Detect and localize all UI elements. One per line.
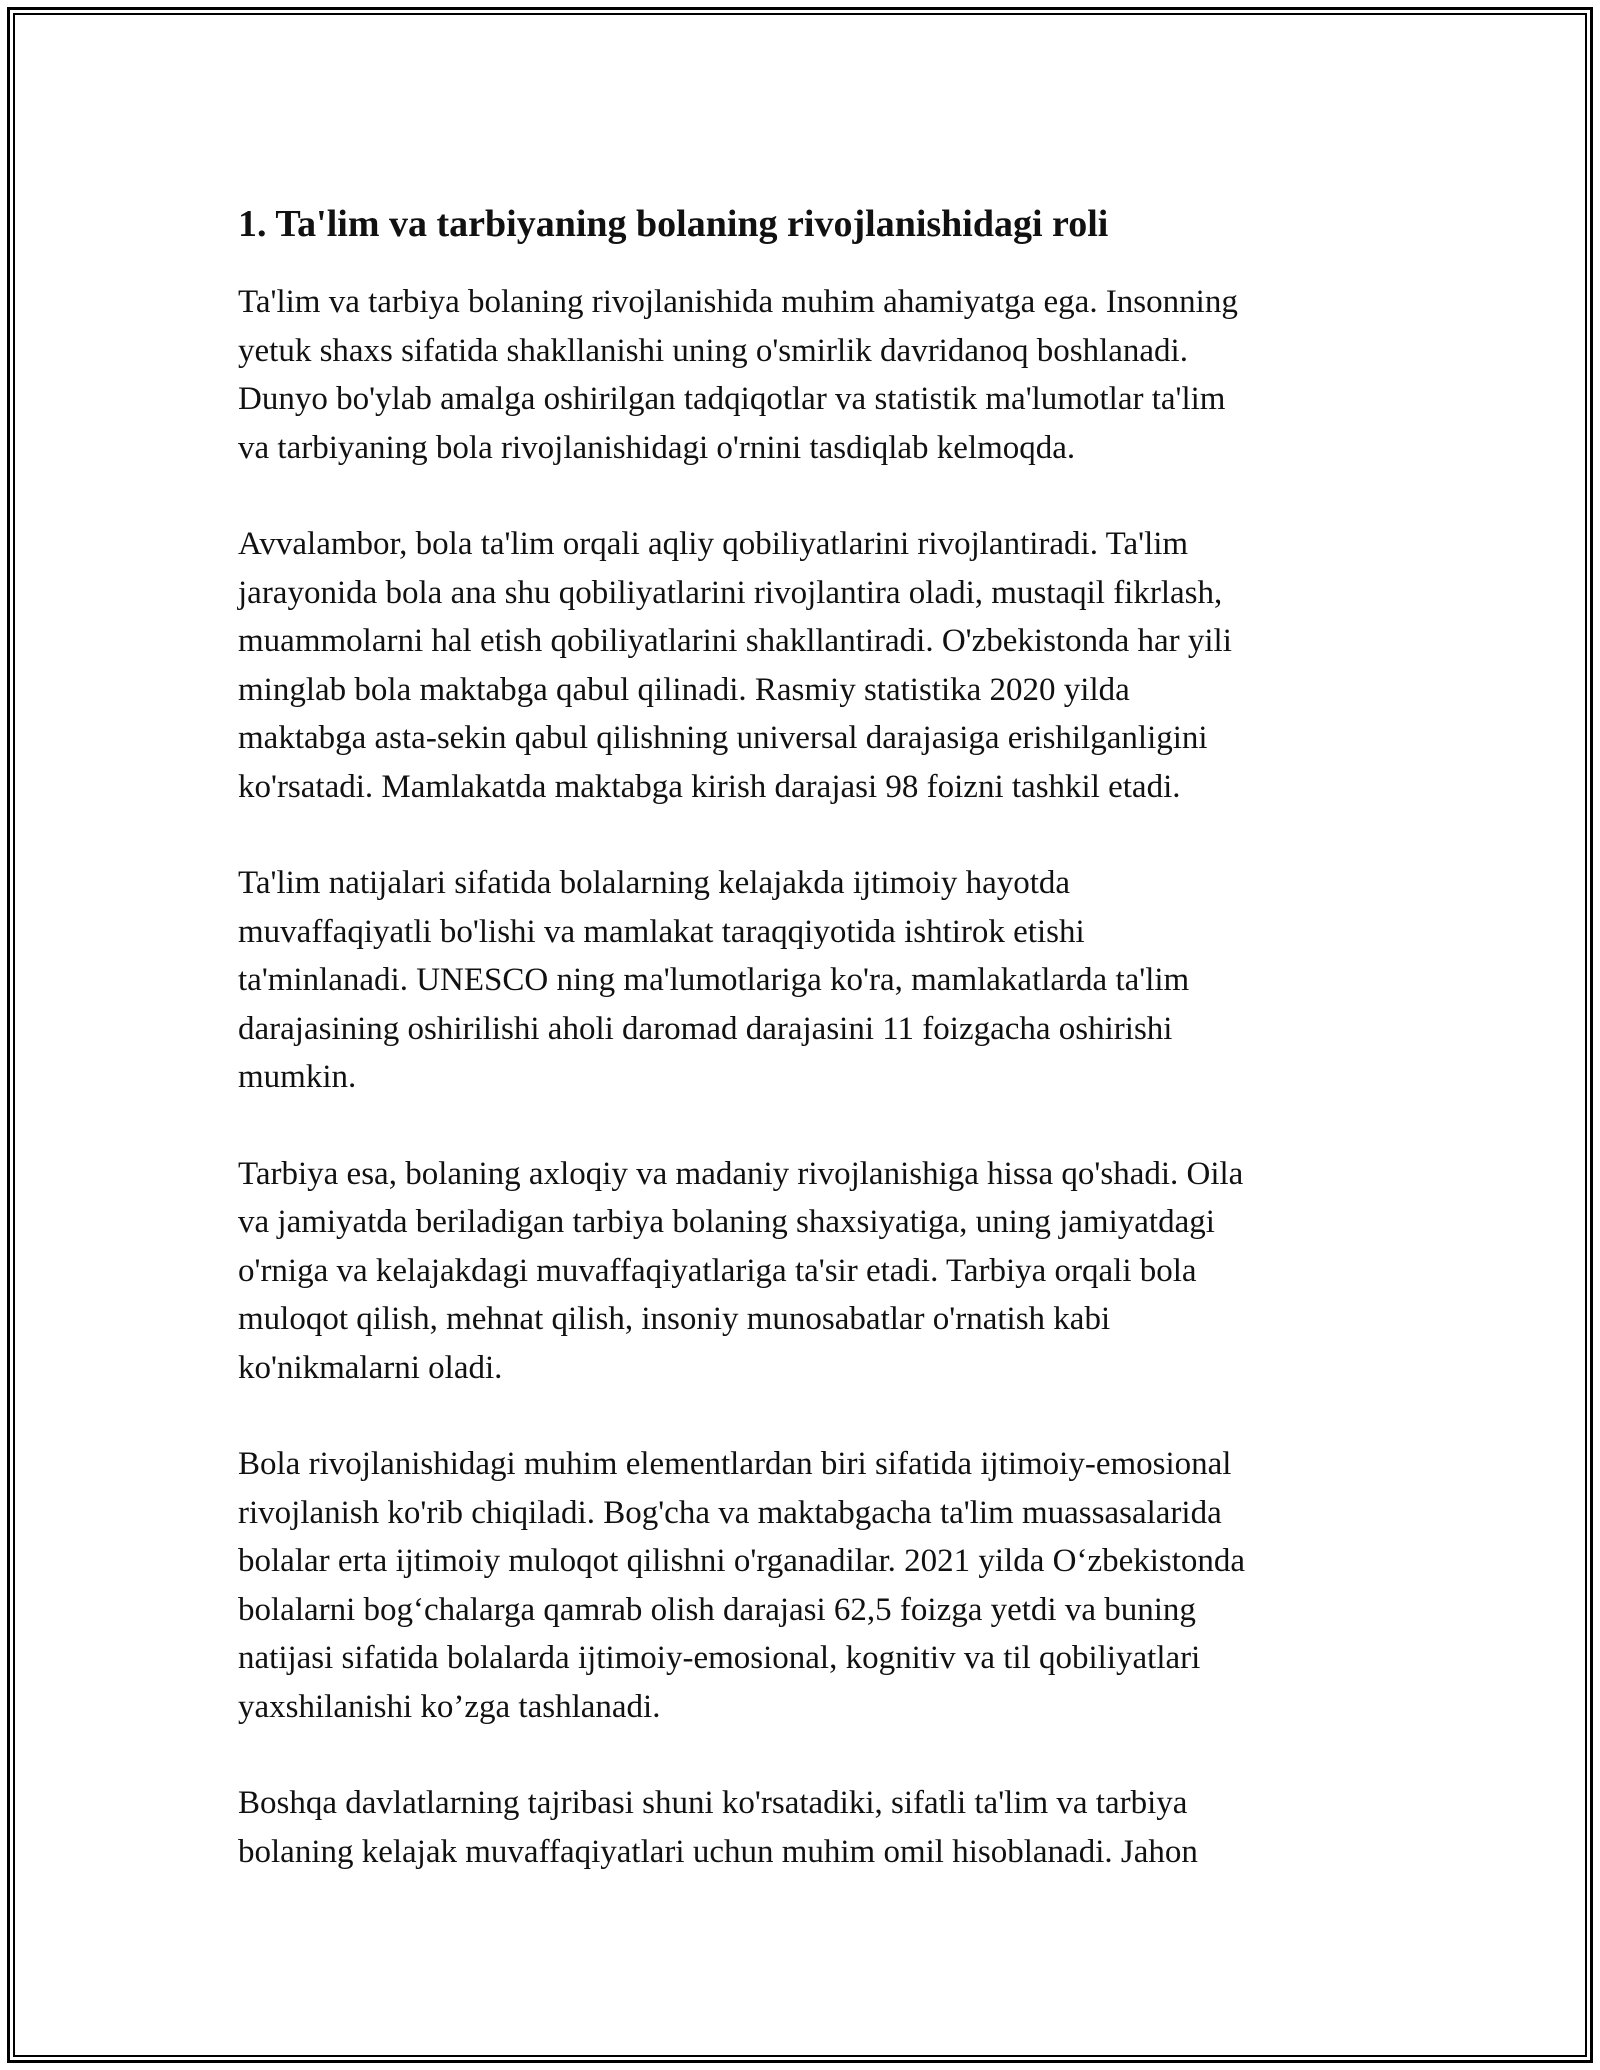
document-body [238,198,1388,1924]
paragraph-3: Ta'lim natijalari sifatida bolalarning kelajakda ijtimoiy hayotda muvaffaqiyatli bo'lishi va mamlakat taraqqiyotida ishtirok etishi ta'minlanadi. UNESCO ning ma'lumotlariga ko'ra, mamlakatlarda ta'lim darajasining oshirilishi aholi daromad darajasini 11 foizgacha oshirishi mumkin. [238,865,1190,1095]
paragraph-5: Bola rivojlanishidagi muhim elementlardan biri sifatida ijtimoiy-emosional rivojlanish ko'rib chiqiladi. Bog'cha va maktabgacha ta'lim muassasalarida bolalar erta ijtimoiy muloqot qilishni o'rganadilar. 2021 yilda O‘zbekistonda bolalarni bog‘chalarga qamrab olish darajasi 62,5 foizga yetdi va buning natijasi sifatida bolalarda ijtimoiy-emosional, kognitiv va til qobiliyatlari yaxshilanishi ko’zga tashlanadi. [238,1446,1246,1725]
paragraph-4: Tarbiya esa, bolaning axloqiy va madaniy rivojlanishiga hissa qo'shadi. Oila va jamiyatda beriladigan tarbiya bolaning shaxsiyatiga, uning jamiyatdagi o'rniga va kelajakdagi muvaffaqiyatlariga ta'sir etadi. Tarbiya orqali bola muloqot qilish, mehnat qilish, insoniy munosabatlar o'rnatish kabi ko'nikmalarni oladi. [238,1155,1244,1386]
section-heading: 1. Ta'lim va tarbiyaning bolaning rivojlanishidagi roli [238,203,1109,245]
page-frame [7,7,1593,2063]
paragraph-2: Avvalambor, bola ta'lim orqali aqliy qobiliyatlarini rivojlantiradi. Ta'lim jarayonida bola ana shu qobiliyatlarini rivojlantira oladi, mustaqil fikrlash, muammolarni hal etish qobiliyatlarini shakllantiradi. O'zbekistonda har yili minglab bola maktabga qabul qilinadi. Rasmiy statistika 2020 yilda maktabga asta-sekin qabul qilishning universal darajasiga erishilganligini ko'rsatadi. Mamlakatda maktabga kirish darajasi 98 foizni tashkil etadi. [238,526,1232,805]
paragraph-6: Boshqa davlatlarning tajribasi shuni ko'rsatadiki, sifatli ta'lim va tarbiya bolaning kelajak muvaffaqiyatlari uchun muhim omil hisoblanadi. Jahon [238,1785,1198,1870]
paragraph-1: Ta'lim va tarbiya bolaning rivojlanishida muhim ahamiyatga ega. Insonning yetuk shaxs sifatida shakllanishi uning o'smirlik davridanoq boshlanadi. Dunyo bo'ylab amalga oshirilgan tadqiqotlar va statistik ma'lumotlar ta'lim va tarbiyaning bola rivojlanishidagi o'rnini tasdiqlab kelmoqda. [238,284,1238,466]
